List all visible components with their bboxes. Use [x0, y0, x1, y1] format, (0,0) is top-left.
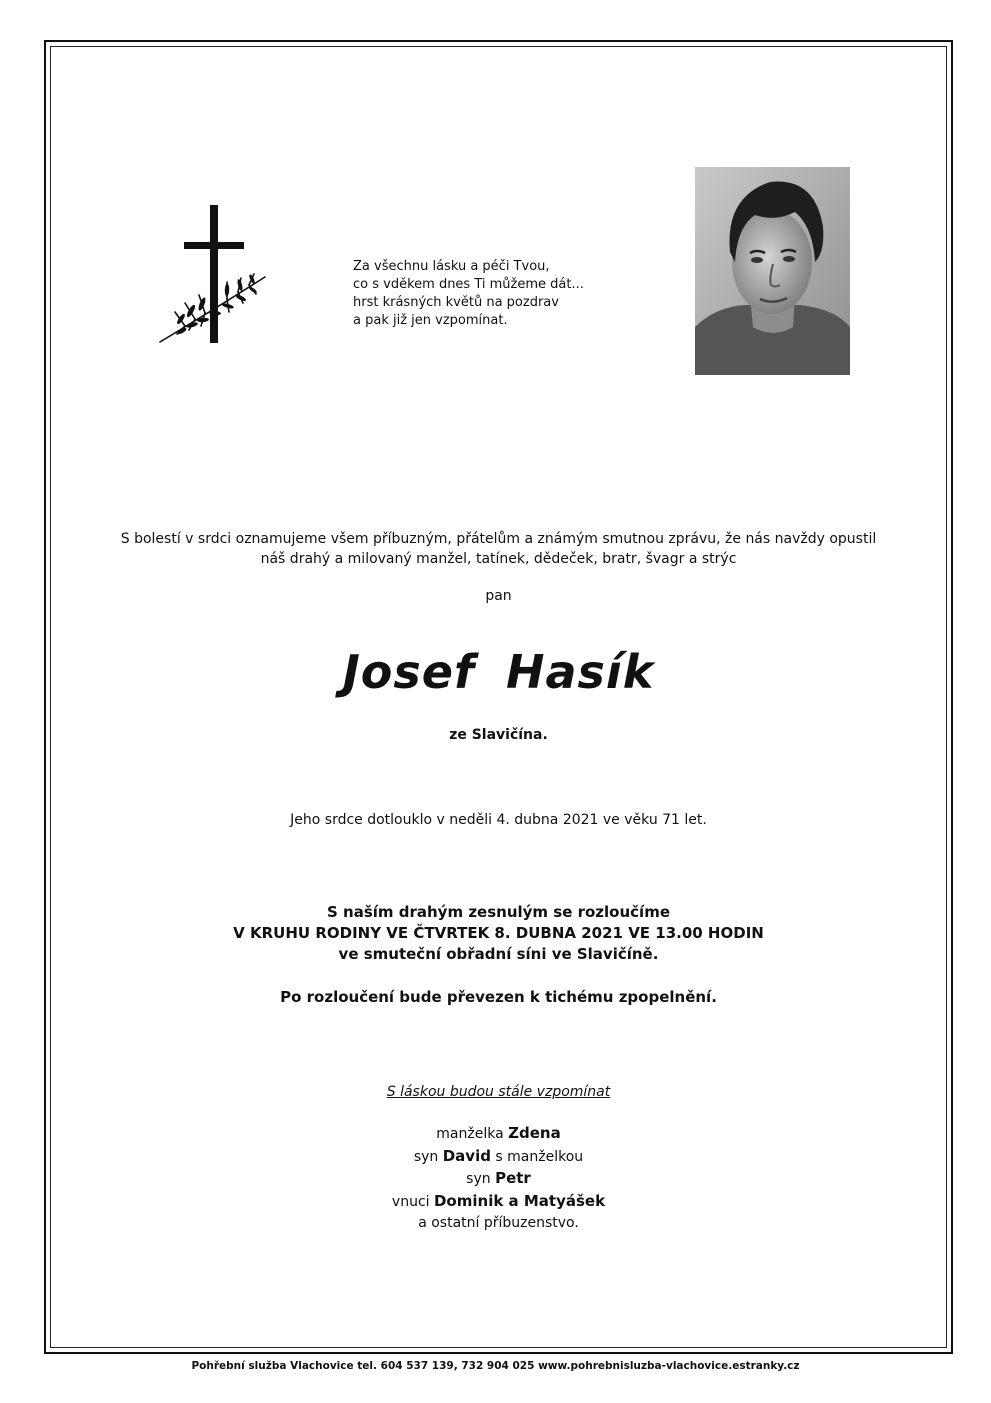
poem-line: Za všechnu lásku a péči Tvou, — [353, 259, 550, 274]
mourner-name: David — [442, 1146, 491, 1165]
mourner-son-1 — [50, 1146, 947, 1169]
footer-contact: Pohřební služba Vlachovice tel. 604 537 139, 732 904 025 www.pohrebnisluzba-vlachovice.estranky.cz — [191, 1360, 800, 1372]
mourner-relation: syn — [466, 1171, 491, 1187]
mourner-relation: vnuci — [391, 1193, 430, 1210]
mourner-relation: manželka — [436, 1126, 504, 1142]
mourner-grandsons — [50, 1191, 947, 1214]
intro-line-1: S bolestí v srdci oznamujeme všem příbuzným, přátelům a známým smutnou zprávu, že nás navždy opustil — [120, 531, 877, 547]
mourner-name: Dominik a Matyášek — [433, 1191, 606, 1210]
poem-line: co s vděkem dnes Ti můžeme dát... — [353, 277, 584, 292]
mourners-list — [50, 1123, 947, 1235]
origin-town: ze Slavičína. — [449, 727, 548, 743]
poem-line: hrst krásných květů na pozdrav — [353, 295, 559, 310]
poem-line: a pak již jen vzpomínat. — [353, 313, 508, 328]
mourner-others: a ostatní příbuzenstvo. — [418, 1215, 579, 1231]
mourners-heading: S láskou budou stále vzpomínat — [386, 1084, 611, 1100]
deceased-name: Josef Hasík — [342, 645, 655, 699]
intro-line-2: náš drahý a milovaný manžel, tatínek, dědeček, bratr, švagr a strýc — [260, 551, 737, 567]
memorial-poem — [353, 258, 653, 330]
cremation-note: Po rozloučení bude převezen k tichému zpopelnění. — [280, 988, 717, 1006]
mourner-name: Petr — [495, 1169, 531, 1187]
ceremony-line-3: ve smuteční obřadní síni ve Slavičíně. — [338, 945, 659, 963]
ceremony-info — [50, 902, 947, 965]
mourner-wife — [50, 1123, 947, 1146]
ceremony-line-2: V KRUHU RODINY VE ČTVRTEK 8. DUBNA 2021 VE 13.00 HODIN — [233, 924, 764, 942]
death-notice: Jeho srdce dotlouklo v neděli 4. dubna 2021 ve věku 71 let. — [290, 812, 707, 828]
cross-icon — [155, 202, 270, 352]
mourner-name: Zdena — [508, 1124, 561, 1142]
mourner-son-2 — [50, 1168, 947, 1191]
announcement-intro — [50, 529, 947, 569]
ceremony-line-1: S naším drahým zesnulým se rozloučíme — [327, 903, 670, 921]
salutation: pan — [485, 588, 512, 604]
mourner-relation: syn — [413, 1148, 439, 1165]
mourner-suffix: s manželkou — [495, 1148, 584, 1165]
portrait-photo — [695, 167, 850, 375]
